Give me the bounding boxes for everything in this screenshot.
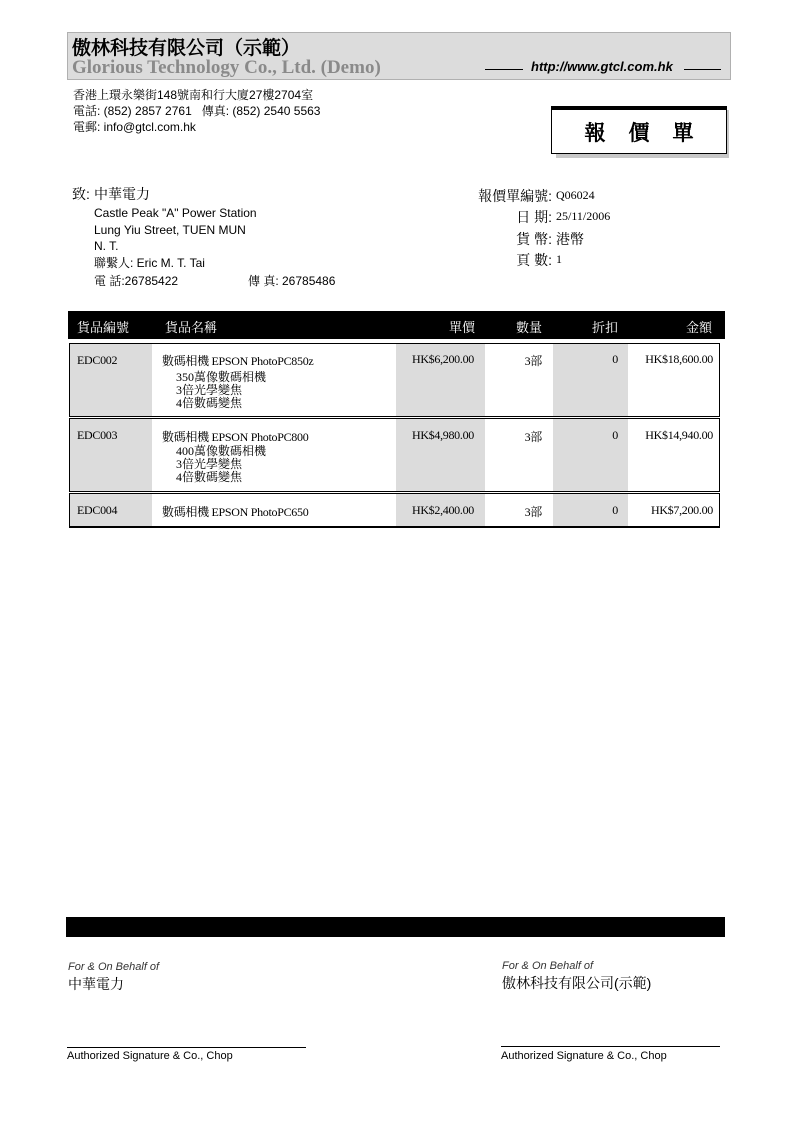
item-qty: 3部 [524,354,542,368]
behalf-label-left: For & On Behalf of [68,961,160,973]
item-detail: 3倍光學變焦 [176,457,243,471]
company-name-cn: 傲林科技有限公司（示範） [72,37,301,59]
company-email: 電郵: info@gtcl.com.hk [73,120,196,134]
footer-bar [66,917,725,937]
col-header-qty: 數量 [515,320,542,335]
col-header-price: 單價 [448,320,475,335]
quote-pages-label: 頁 數: [516,252,552,268]
col-header-code: 貨品編號 [77,320,130,335]
quote-date: 25/11/2006 [556,209,611,223]
recipient-phone: 電 話:26785422 [94,274,179,288]
item-price: HK$2,400.00 [411,503,474,517]
item-detail: 3倍光學變焦 [176,383,243,397]
item-amount: HK$7,200.00 [650,503,713,517]
behalf-label-right: For & On Behalf of [502,960,594,972]
company-website[interactable]: http://www.gtcl.com.hk [531,59,673,74]
item-qty: 3部 [524,505,542,519]
recipient-fax: 傳 真: 26785486 [248,274,336,288]
item-discount: 0 [612,428,618,442]
signatory-party-right: 傲林科技有限公司(示範) [502,975,652,991]
item-discount: 0 [612,352,618,366]
quote-number-label: 報價單編號: [478,188,552,204]
signatory-party-left: 中華電力 [68,976,124,992]
item-code: EDC004 [77,503,118,517]
item-amount: HK$18,600.00 [645,352,713,366]
recipient-address-line: N. T. [94,239,119,253]
item-code: EDC002 [77,353,118,367]
item-name: 數碼相機 EPSON PhotoPC800 [162,430,309,444]
company-address: 香港上環永樂街148號南和行大廈27樓2704室 [73,88,314,102]
recipient-address-line: Lung Yiu Street, TUEN MUN [94,223,246,237]
website-rule-right [684,69,721,70]
quote-number: Q06024 [556,188,595,202]
recipient-address-line: Castle Peak "A" Power Station [94,206,257,220]
signature-label-left: Authorized Signature & Co., Chop [67,1050,233,1062]
item-qty: 3部 [524,430,542,444]
signature-line-right [501,1046,720,1047]
company-phone-fax: 電話: (852) 2857 2761 傳真: (852) 2540 5563 [73,104,321,118]
item-detail: 400萬像數碼相機 [176,444,267,458]
quote-date-label: 日 期: [516,209,552,225]
item-detail: 4倍數碼變焦 [176,470,243,484]
item-price: HK$6,200.00 [411,352,474,366]
signature-label-right: Authorized Signature & Co., Chop [501,1050,667,1062]
col-header-name: 貨品名稱 [165,320,218,335]
quote-pages: 1 [556,252,562,266]
item-code: EDC003 [77,428,118,442]
quote-currency: 港幣 [556,232,584,248]
item-price: HK$4,980.00 [411,428,474,442]
website-rule-left [485,69,523,70]
recipient-to-label: 致: [72,186,90,202]
item-amount: HK$14,940.00 [645,428,713,442]
recipient-contact: 聯繫人: Eric M. T. Tai [94,256,205,270]
signature-line-left [67,1047,306,1048]
item-detail: 350萬像數碼相機 [176,370,267,384]
document-title: 報價單 [584,121,717,145]
col-header-amount: 金額 [685,320,712,335]
quote-currency-label: 貨 幣: [516,231,552,247]
item-name: 數碼相機 EPSON PhotoPC850z [162,354,314,368]
item-discount: 0 [612,503,618,517]
item-name: 數碼相機 EPSON PhotoPC650 [162,505,309,519]
item-detail: 4倍數碼變焦 [176,396,243,410]
company-name-en: Glorious Technology Co., Ltd. (Demo) [72,57,381,78]
recipient-name: 中華電力 [94,186,150,202]
col-header-discount: 折扣 [591,320,618,335]
